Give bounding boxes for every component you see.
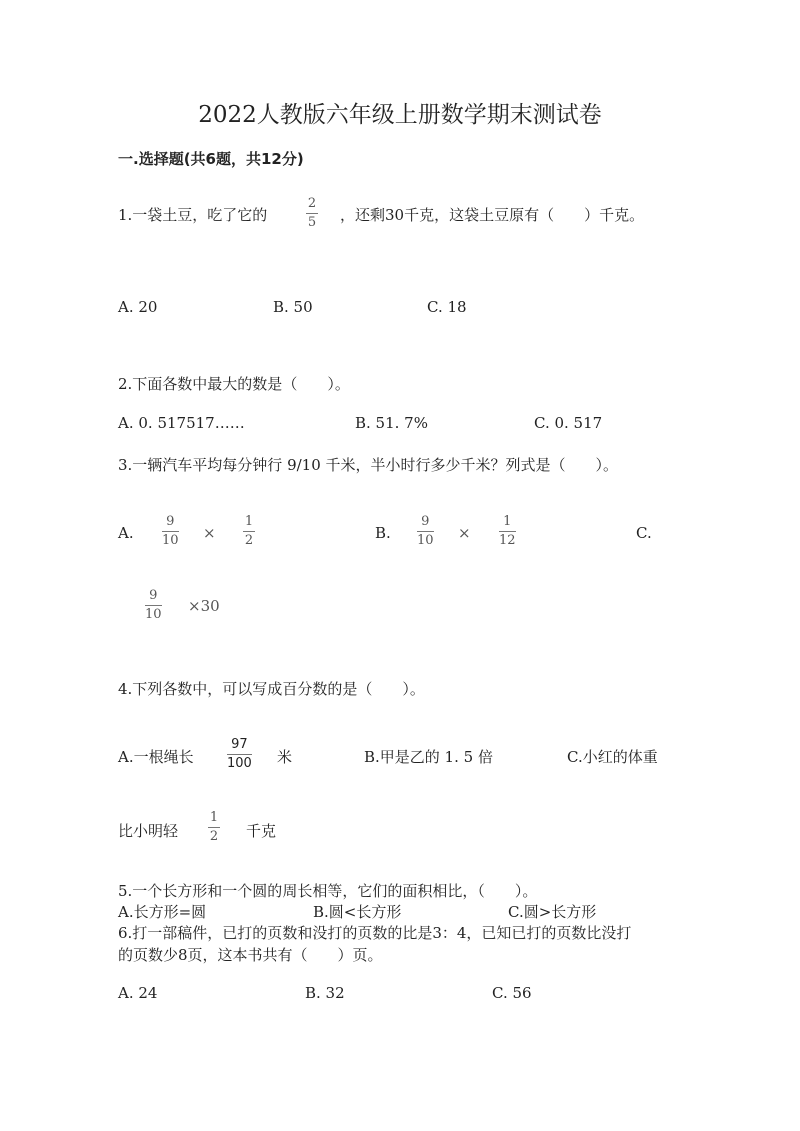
fraction-denominator: 10	[417, 533, 434, 548]
fraction-denominator: 2	[209, 829, 219, 844]
question-3-stem: 3.一辆汽车平均每分钟行 9/10 千米，半小时行多少千米？列式是（ ）。	[118, 456, 619, 474]
question-1-option-c[interactable]: C. 18	[427, 298, 467, 316]
question-4-option-c-line2-before: 比小明轻	[118, 822, 179, 840]
fraction-bar	[145, 605, 162, 606]
question-4-option-b[interactable]: B.甲是乙的 1. 5 倍	[364, 748, 493, 766]
question-3-option-b-label[interactable]: B.	[375, 524, 391, 542]
fraction-denominator: 100	[227, 756, 252, 771]
question-2-option-a[interactable]: A. 0. 517517……	[118, 414, 245, 432]
question-3-option-a-label[interactable]: A.	[118, 524, 134, 542]
fraction-numerator: 1	[503, 514, 512, 529]
question-3-option-c-fraction	[145, 588, 162, 623]
question-3-option-a-fraction-2	[243, 514, 255, 549]
question-6-option-a[interactable]: A. 24	[118, 984, 158, 1002]
question-4-option-c-line1[interactable]: C.小红的体重	[567, 748, 658, 766]
question-4-option-a-before[interactable]: A.一根绳长	[118, 748, 194, 766]
fraction-bar	[306, 213, 318, 214]
question-6-option-b[interactable]: B. 32	[305, 984, 345, 1002]
fraction-bar	[417, 531, 434, 532]
fraction-numerator: 1	[244, 514, 254, 529]
question-6-option-c[interactable]: C. 56	[492, 984, 532, 1002]
question-5-option-c[interactable]: C.圆>长方形	[508, 903, 597, 921]
question-1-fraction	[306, 196, 318, 231]
fraction-denominator: 2	[244, 533, 254, 548]
question-4-stem: 4.下列各数中，可以写成百分数的是（ ）。	[118, 680, 425, 698]
fraction-denominator: 10	[145, 607, 162, 622]
question-6-stem-line1: 6.打一部稿件，已打的页数和没打的页数的比是3：4，已知已打的页数比没打	[118, 924, 632, 942]
fraction-denominator: 5	[307, 215, 317, 230]
question-1-stem-after: ，还剩30千克，这袋土豆原有（ ）千克。	[340, 206, 645, 224]
fraction-numerator: 1	[209, 810, 219, 825]
exam-title: 2022人教版六年级上册数学期末测试卷	[198, 102, 602, 128]
question-2-option-b[interactable]: B. 51. 7%	[355, 414, 428, 432]
fraction-numerator: 2	[307, 196, 317, 211]
fraction-bar	[162, 531, 179, 532]
question-4-option-c-fraction	[208, 810, 220, 845]
fraction-numerator: 9	[149, 588, 158, 603]
question-5-stem: 5.一个长方形和一个圆的周长相等，它们的面积相比，（ ）。	[118, 882, 538, 900]
question-3-option-c-rest: ×30	[188, 597, 220, 615]
question-1-stem-before: 1.一袋土豆，吃了它的	[118, 206, 268, 224]
question-5-option-a[interactable]: A.长方形=圆	[118, 903, 207, 921]
question-4-option-a-fraction	[227, 737, 252, 772]
section-header: 一.选择题(共6题，共12分)	[118, 150, 304, 168]
fraction-bar	[499, 531, 516, 532]
question-2-stem: 2.下面各数中最大的数是（ ）。	[118, 375, 350, 393]
question-5-option-b[interactable]: B.圆<长方形	[313, 903, 402, 921]
question-3-option-b-fraction-1	[417, 514, 434, 549]
question-6-stem-line2: 的页数少8页，这本书共有（ ）页。	[118, 946, 383, 964]
question-1-option-b[interactable]: B. 50	[273, 298, 313, 316]
fraction-numerator: 9	[166, 514, 175, 529]
question-3-option-b-fraction-2	[499, 514, 516, 549]
question-3-option-a-times: ×	[203, 524, 216, 542]
fraction-numerator: 97	[231, 737, 248, 752]
question-4-option-a-after: 米	[277, 748, 293, 766]
fraction-bar	[227, 754, 252, 755]
question-4-option-c-after: 千克	[246, 822, 277, 840]
question-3-option-b-times: ×	[458, 524, 471, 542]
fraction-numerator: 9	[421, 514, 430, 529]
fraction-denominator: 10	[162, 533, 179, 548]
question-3-option-a-fraction-1	[162, 514, 179, 549]
fraction-bar	[243, 531, 255, 532]
question-2-option-c[interactable]: C. 0. 517	[534, 414, 603, 432]
fraction-denominator: 12	[499, 533, 516, 548]
question-3-option-c-label[interactable]: C.	[636, 524, 652, 542]
question-1-option-a[interactable]: A. 20	[118, 298, 158, 316]
fraction-bar	[208, 827, 220, 828]
